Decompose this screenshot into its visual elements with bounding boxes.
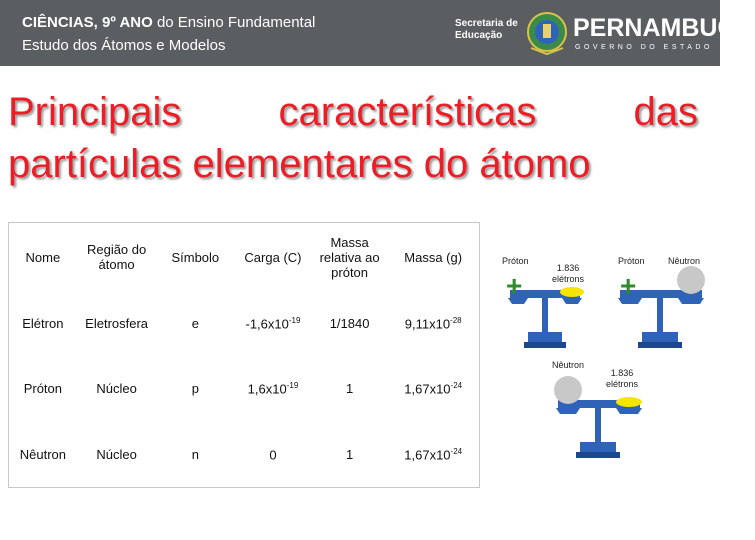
proton-plus-icon: + xyxy=(506,270,523,301)
cell-mass xyxy=(387,291,479,356)
header-cell: Massa relativa ao próton xyxy=(319,234,380,280)
cell-mass xyxy=(387,422,479,487)
cell-symbol: p xyxy=(191,381,199,397)
cell-region: Eletrosfera xyxy=(85,316,149,332)
table-row xyxy=(9,422,479,487)
title-word1: Principais xyxy=(8,90,182,134)
scale3-right-label: 1.836 elétrons xyxy=(605,368,639,389)
charge-exponent: -19 xyxy=(286,381,299,391)
header-cell: Massa (g) xyxy=(404,249,463,265)
cell-charge xyxy=(234,291,312,356)
scale2-right-label: Nêutron xyxy=(668,256,701,266)
secretaria-line1: Secretaria de xyxy=(455,18,518,29)
state-seal-icon xyxy=(525,10,569,56)
scale1-left-label: Próton xyxy=(502,256,529,266)
secretaria-label xyxy=(455,18,518,42)
title-word3: das xyxy=(633,90,698,134)
cell-name: Próton xyxy=(23,381,63,397)
cell-charge xyxy=(234,356,312,421)
cell-name: Elétron xyxy=(22,316,64,332)
cell-symbol: n xyxy=(191,446,199,462)
header-cell: Símbolo xyxy=(171,249,220,265)
title-line1 xyxy=(8,86,698,138)
charge-base: 0 xyxy=(269,446,277,462)
mass-exponent: -24 xyxy=(450,446,463,456)
cell-relative-mass: 1 xyxy=(345,381,354,397)
title-word2: características xyxy=(278,90,537,134)
scale2-left-label: Próton xyxy=(618,256,645,266)
title-line2: partículas elementares do átomo xyxy=(8,142,591,186)
cell-region: Núcleo xyxy=(96,446,137,462)
brand-subtitle: GOVERNO DO ESTADO xyxy=(575,44,713,51)
course-line xyxy=(22,14,315,31)
cell-region: Núcleo xyxy=(96,381,137,397)
cell-relative-mass: 1/1840 xyxy=(329,316,370,332)
cell-name: Nêutron xyxy=(19,446,66,462)
mass-exponent: -28 xyxy=(450,316,462,325)
charge-exponent: -19 xyxy=(288,316,301,325)
cell-mass xyxy=(387,356,479,421)
header-cell: Carga (C) xyxy=(244,249,302,265)
brand-name: PERNAMBUCO xyxy=(573,14,755,42)
cell-symbol: e xyxy=(191,316,199,332)
government-logo xyxy=(455,10,755,58)
cell-charge xyxy=(234,422,312,487)
table-row xyxy=(9,291,479,356)
mass-base: 1,67x10 xyxy=(404,446,451,462)
header-bar xyxy=(0,0,755,66)
particles-table xyxy=(8,222,480,488)
balance-scale-icon xyxy=(550,380,650,464)
header-cell: Região do átomo xyxy=(86,242,147,272)
mass-base: 1,67x10 xyxy=(404,381,451,397)
table-row xyxy=(9,356,479,421)
charge-base: 1,6x10 xyxy=(247,381,287,397)
header-subtitle: Estudo dos Átomos e Modelos xyxy=(22,37,226,54)
balance-diagram xyxy=(490,230,718,470)
scale3-left-label: Nêutron xyxy=(552,360,585,370)
cell-relative-mass: 1 xyxy=(345,446,354,462)
mass-base: 9,11x10 xyxy=(404,316,451,332)
table-header-row xyxy=(9,223,479,291)
course-name: CIÊNCIAS, 9º ANO xyxy=(22,14,153,31)
charge-base: -1,6x10 xyxy=(245,316,289,332)
course-level: do Ensino Fundamental xyxy=(156,14,316,31)
mass-exponent: -24 xyxy=(450,381,463,391)
scale1-right-label: 1.836 elétrons xyxy=(551,263,585,284)
slide-title xyxy=(8,86,698,190)
proton-plus-icon: + xyxy=(620,270,637,301)
header-cell: Nome xyxy=(25,249,61,265)
secretaria-line2: Educação xyxy=(455,30,503,41)
